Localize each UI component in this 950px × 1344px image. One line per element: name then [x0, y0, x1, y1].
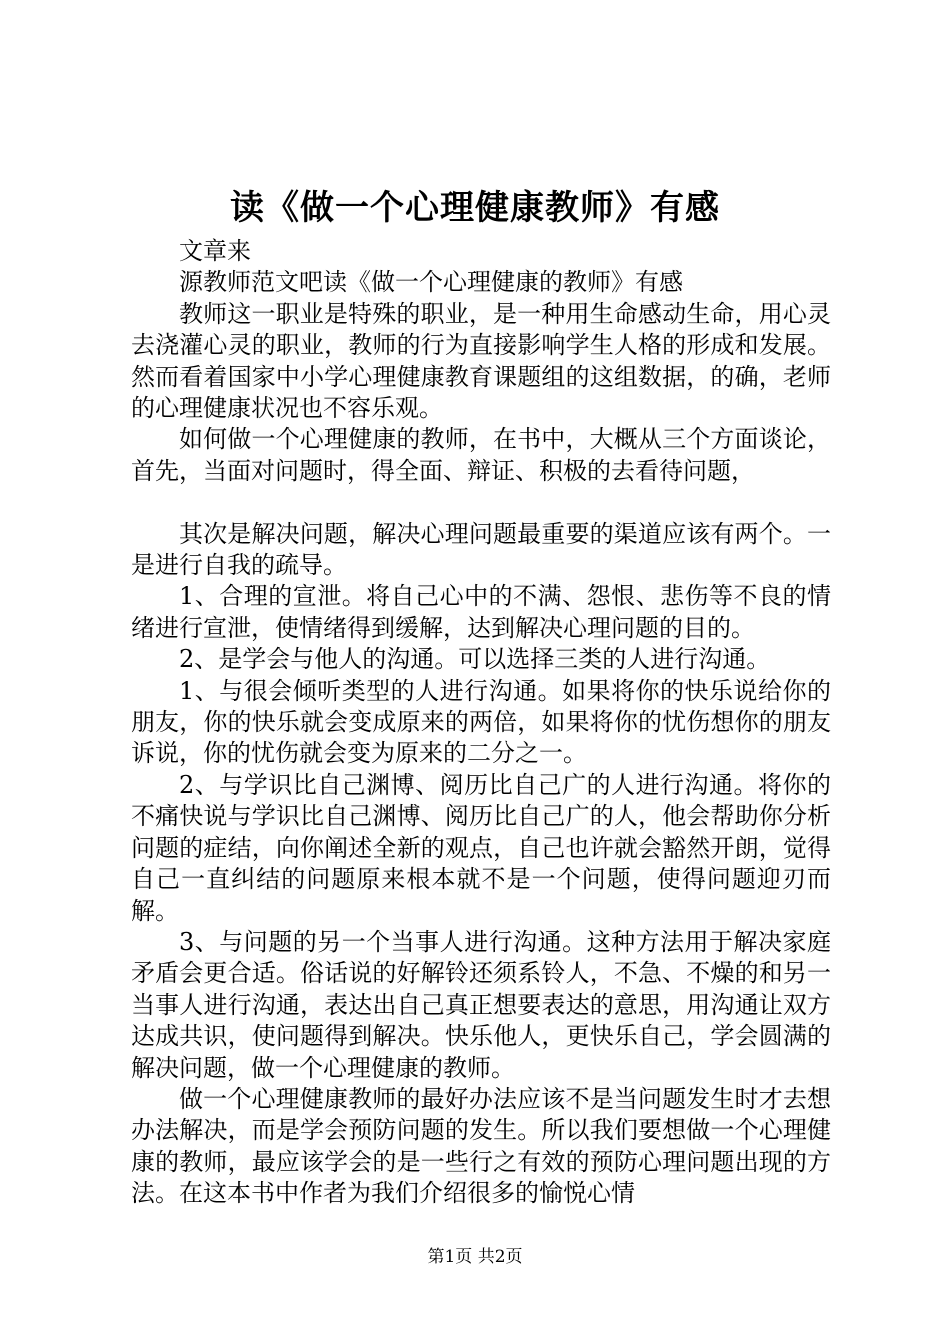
paragraph: 2、是学会与他人的沟通。可以选择三类的人进行沟通。: [179, 645, 771, 674]
paragraph: 源教师范文吧读《做一个心理健康的教师》有感: [179, 268, 683, 297]
paragraph: 教师这一职业是特殊的职业，是一种用生命感动生命，用心灵去浇灌心灵的职业，教师的行为直接影响学生人格的形成和发展。然而看着国家中小学心理健康教育课题组的这组数据，的确，老师的心理健康状况也不容乐观。: [131, 299, 831, 423]
paragraph: 文章来: [179, 237, 251, 265]
document-title: 读《做一个心理健康教师》有感: [230, 188, 720, 228]
page-footer: 第1页 共2页: [427, 1247, 523, 1267]
paragraph: 1、与很会倾听类型的人进行沟通。如果将你的快乐说给你的朋友，你的快乐就会变成原来的两倍，如果将你的忧伤想你的朋友诉说，你的忧伤就会变为原来的二分之一。: [131, 676, 831, 768]
paragraph: 3、与问题的另一个当事人进行沟通。这种方法用于解决家庭矛盾会更合适。俗话说的好解铃还须系铃人，不急、不燥的和另一当事人进行沟通，表达出自己真正想要表达的意思，用沟通让双方达成共识，使问题得到解决。快乐他人，更快乐自己，学会圆满的解决问题，做一个心理健康的教师。: [131, 927, 831, 1082]
paragraph: 做一个心理健康教师的最好办法应该不是当问题发生时才去想办法解决，而是学会预防问题的发生。所以我们要想做一个心理健康的教师，最应该学会的是一些行之有效的预防心理问题出现的方法。在这本书中作者为我们介绍很多的愉悦心情: [131, 1084, 831, 1208]
document-body: [131, 236, 831, 1210]
blank-line: [131, 487, 831, 518]
paragraph: 2、与学识比自己渊博、阅历比自己广的人进行沟通。将你的不痛快说与学识比自己渊博、阅历比自己广的人，他会帮助你分析问题的症结，向你阐述全新的观点，自己也许就会豁然开朗，觉得自己一直纠结的问题原来根本就不是一个问题，使得问题迎刃而解。: [131, 770, 831, 925]
paragraph: 其次是解决问题，解决心理问题最重要的渠道应该有两个。一是进行自我的疏导。: [131, 519, 831, 580]
paragraph: 1、合理的宣泄。将自己心中的不满、怨恨、悲伤等不良的情绪进行宣泄，使情绪得到缓解，达到解决心理问题的目的。: [131, 582, 831, 642]
paragraph: 如何做一个心理健康的教师，在书中，大概从三个方面谈论，首先，当面对问题时，得全面、辩证、积极的去看待问题，: [131, 425, 831, 485]
